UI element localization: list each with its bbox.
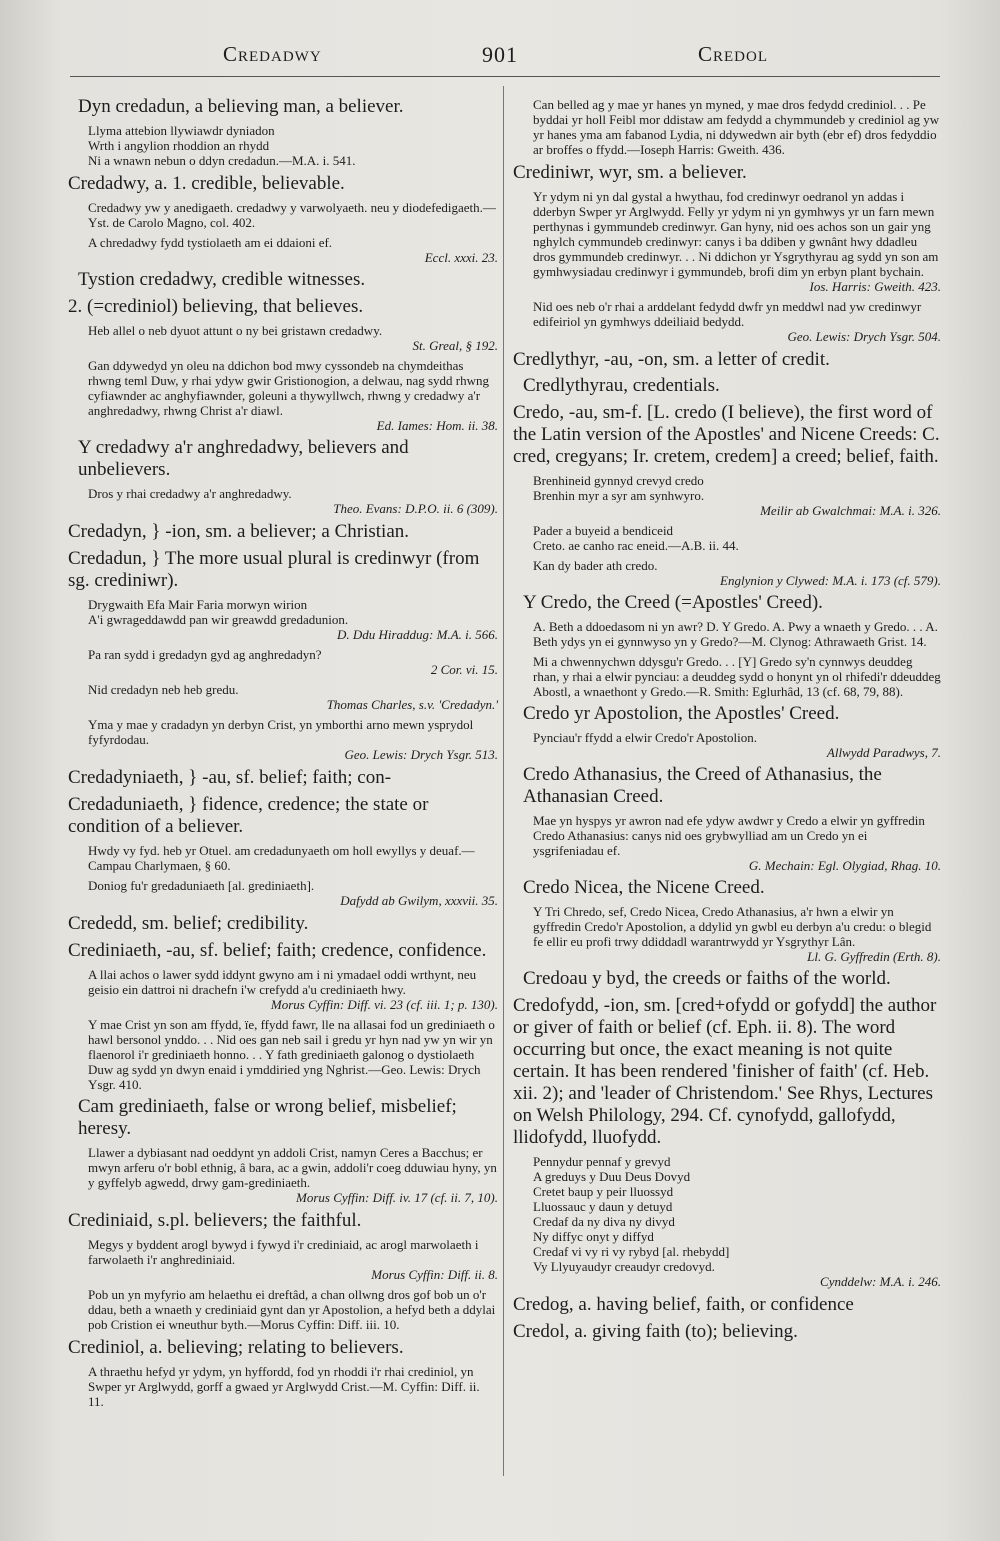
entry-head: Credadwy, a. 1. credible, believable. [68, 173, 345, 194]
entry-head: Credadun, } The more usual plural is credinwyr (from sg. crediniwr). [68, 548, 480, 591]
entry-quote: Mi a chwennychwn ddysgu'r Gredo. . . [Y] Gredo sy'n cynnwys deuddeg rhan, y rhai a elwir pynciau: a deuddeg sydd o honynt yn ol rhifedi'r ddeuddeg Abostl, a wnaethont y Gredo.—R. Smith: Eglurhâd, 13 (cf. 68, 79, 88). [533, 654, 941, 699]
entry-head: Credadyn, } -ion, sm. a believer; a Christian. [68, 521, 410, 542]
entry-cite: Cynddelw: M.A. i. 246. [820, 1274, 941, 1289]
entry-quote: A chredadwy fydd tystiolaeth am ei ddaioni ef. [88, 235, 333, 250]
entry-quote: Pob un yn myfyrio am helaethu ei dreftâd, a chan ollwng dros gof bob un o'r ddau, beth a wnaeth y crediniaid gynt dan yr Apostolion, a hefyd beth a ddylai pob Cristion ei wneuthur byth.—Morus Cyffin: Diff. iii. 10. [88, 1287, 496, 1332]
entry-quote: Mae yn hyspys yr awron nad efe ydyw awdwr y Credo a elwir yn gyffredin Credo Athanasius: canys nid oes grybwylliad am un Credo yn ei ysgrifeniadau ef. [533, 813, 925, 858]
entry-cite: Thomas Charles, s.v. 'Credadyn.' [326, 697, 498, 712]
entry-quote: Heb allel o neb dyuot attunt o ny bei gristawn credadwy. [88, 323, 383, 338]
entry-quote: Can belled ag y mae yr hanes yn myned, y mae dros fedydd crediniol. . . Pe byddai yr holl Feibl mor ddistaw am fedydd a chymmundeb y crediniol ag yw yr hanes yma am fabanod Lydia, ni ddywedwn air byth (ebr ef) dros fedyddio ar broffes o ffydd.—Ioseph Harris: Gweith. 436. [533, 97, 940, 157]
entry-quote: Brenhineid gynnyd crevyd credo Brenhin myr a syr am synhwyro. [533, 473, 705, 503]
entry-quote: Y Tri Chredo, sef, Credo Nicea, Credo Athanasius, a'r hwn a elwir yn gyffredin Credo'r Apostolion, a ddylid yn gwbl eu derbyn a'u credu: o blegid fe ellir eu profi trwy ddiddadl warantrwydd yr Ysgrythyr Lân. [533, 904, 932, 949]
page-number: 901 [482, 42, 518, 67]
entry-phrase: Y credadwy a'r anghredadwy, believers and unbelievers. [78, 437, 409, 480]
entry-head: Crededd, sm. belief; credibility. [68, 913, 309, 934]
header-rule [70, 76, 940, 77]
entry-head: Crediniaeth, -au, sf. belief; faith; credence, confidence. [68, 940, 487, 961]
entry-cite: Eccl. xxxi. 23. [424, 250, 498, 265]
entry-phrase: Credo yr Apostolion, the Apostles' Creed. [523, 703, 840, 724]
entry-quote: Llawer a dybiasant nad oeddynt yn addoli Crist, namyn Ceres a Bacchus; er mwyn arferu o'r bobl ethnig, â bara, ac a gwin, addoli'r coeg dduwiau hyny, yn y gyffelyb agwedd, drwy gam-grediniaeth. [88, 1145, 497, 1190]
entry-quote: Pa ran sydd i gredadyn gyd ag anghredadyn? [88, 647, 322, 662]
entry-quote: Megys y byddent arogl bywyd i fywyd i'r crediniaid, ac arogl marwolaeth i farwolaeth i'r anghrediniaid. [88, 1237, 479, 1267]
entry-cite: G. Mechain: Egl. Olygiad, Rhag. 10. [748, 858, 941, 873]
entry-cite: Morus Cyffin: Diff. vi. 23 (cf. iii. 1; p. 130). [270, 997, 498, 1012]
entry-cite: Ios. Harris: Gweith. 423. [809, 279, 941, 294]
entry-phrase: Tystion credadwy, credible witnesses. [78, 269, 366, 290]
entry-quote: A llai achos o lawer sydd iddynt gwyno am i ni ymadael oddi wrthynt, neu geisio ein dattroi ni drachefn i'w crefydd a'u crediniaeth hwy. [88, 967, 477, 997]
entry-quote: Llyma attebion llywiawdr dyniadon Wrth i angylion rhoddion an rhydd Ni a wnawn nebun o ddyn credadun.—M.A. i. 541. [88, 123, 356, 168]
entry-quote: A thraethu hefyd yr ydym, yn hyffordd, fod yn rhoddi i'r rhai crediniol, yn Swper yr Arglwydd, gorff a gwaed yr Arglwydd Crist.—M. Cyffin: Diff. ii. 11. [88, 1364, 480, 1409]
entry-quote: Credadwy yw y anedigaeth. credadwy y varwolyaeth. neu y diodefedigaeth.—Yst. de Carolo Magno, col. 402. [88, 200, 496, 230]
right-column [513, 92, 941, 1343]
entry-cite: 2 Cor. vi. 15. [430, 662, 498, 677]
entry-phrase: Y Credo, the Creed (=Apostles' Creed). [523, 592, 823, 613]
entry-quote: Doniog fu'r gredaduniaeth [al. grediniaeth]. [88, 878, 315, 893]
entry-phrase: Credo Athanasius, the Creed of Athanasius, the Athanasian Creed. [523, 764, 882, 807]
entry-quote: Gan ddywedyd yn oleu na ddichon bod mwy cyssondeb na chymdeithas rhwng teml Duw, y rhai ydyw gwir Gristionogion, a delwau, nag sydd rhwng cyfiawnder ac anghyfiawnder, goleuni a thywyllwch, rhwng y credadwy a'r anghredadwy, rhwng Christ a'r diawl. [88, 358, 490, 418]
entry-phrase: Credoau y byd, the creeds or faiths of the world. [523, 968, 891, 989]
entry-cite: Theo. Evans: D.P.O. ii. 6 (309). [333, 501, 498, 516]
entry-quote: Hwdy vy fyd. heb yr Otuel. am credadunyaeth om holl ewyllys y deuaf.—Campau Charlymaen, § 60. [88, 843, 475, 873]
entry-cite: Dafydd ab Gwilym, xxxvii. 35. [340, 893, 498, 908]
entry-quote: Yma y mae y cradadyn yn derbyn Crist, yn ymborthi arno mewn ysprydol fyfyrdodau. [88, 717, 474, 747]
entry-quote: Pynciau'r ffydd a elwir Credo'r Apostolion. [533, 730, 757, 745]
entry-phrase: Credo Nicea, the Nicene Creed. [523, 877, 765, 898]
entry-cite: Ll. G. Gyffredin (Erth. 8). [807, 949, 941, 964]
entry-cite: Morus Cyffin: Diff. ii. 8. [371, 1267, 498, 1282]
entry-quote: Nid credadyn neb heb gredu. [88, 682, 239, 697]
entry-phrase: Credlythyrau, credentials. [523, 375, 720, 396]
entry-head: Credaduniaeth, } fidence, credence; the state or condition of a believer. [68, 794, 429, 837]
entry-quote: Y mae Crist yn son am ffydd, ïe, ffydd fawr, lle na allasai fod un grediniaeth o hawl bersonol ynddo. . . Nid oes gan neb sail i gredu yr hyn nad yw yn wir yn flaenorol i'r grediniaeth honno. . . Y fath grediniaeth galonog o dystiolaeth Duw ag sydd yn dwyn enaid i ymddiried yng Nghrist.—Geo. Lewis: Drych Ysgr. 410. [88, 1017, 495, 1092]
entry-quote: Pader a buyeid a bendiceid Creto. ae canho rac eneid.—A.B. ii. 44. [533, 523, 739, 553]
entry-cite: Allwydd Paradwys, 7. [826, 745, 941, 760]
entry-quote: A. Beth a ddoedasom ni yn awr? D. Y Gredo. A. Pwy a wnaeth y Gredo. . . A. Beth ydys yn ei gynnwyso yn y Gredo?—M. Clynog: Athrawaeth Grist. 14. [533, 619, 938, 649]
entry-head: Crediniaid, s.pl. believers; the faithful. [68, 1210, 362, 1231]
entry-head: Credadyniaeth, } -au, sf. belief; faith; con- [68, 767, 392, 788]
entry-cite: D. Ddu Hiraddug: M.A. i. 566. [336, 627, 498, 642]
entry-cite: St. Greal, § 192. [412, 338, 498, 353]
entry-quote: Kan dy bader ath credo. [533, 558, 658, 573]
entry-head: Credo, -au, sm-f. [L. credo (I believe), the first word of the Latin version of the Apostles' and Nicene Creeds: C. cred, cregyans; Ir. cretem, credem] a creed; belief, faith. [513, 402, 940, 467]
entry-cite: Englynion y Clywed: M.A. i. 173 (cf. 579). [720, 573, 941, 588]
entry-quote: Dros y rhai credadwy a'r anghredadwy. [88, 486, 292, 501]
left-column [68, 92, 498, 1409]
entry-head: Credog, a. having belief, faith, or confidence [513, 1294, 854, 1315]
entry-phrase: Dyn credadun, a believing man, a believer. [78, 96, 404, 117]
entry-head: Credol, a. giving faith (to); believing. [513, 1321, 798, 1342]
entry-quote: Yr ydym ni yn dal gystal a hwythau, fod credinwyr oedranol yn addas i dderbyn Swper yr Arglwydd. Felly yr ydym ni yn gymhwys yr un farn mewn perthynas i gymmundeb credinwyr. Gan hyny, nid oes achos son un gair yng nghylch cymmundeb credinwyr: canys i ba ddiben y gwnânt hwy ddadleu dros gymmundeb credinwyr. . . Ni ddichon yr Ysgrythyrau ag sydd yn son am gymhwysiadau credinwyr i gymmundeb, brofi dim yn erbyn plant bychain. [533, 189, 939, 279]
entry-head: Credofydd, -ion, sm. [cred+ofydd or gofydd] the author or giver of faith or belief (cf. Eph. ii. 8). The word occurring but once, the exact meaning is not quite certain. It has been rendered 'finisher of faith' (cf. Heb. xii. 2); and 'leader of Christendom.' See Rhys, Lectures on Welsh Philology, 294. Cf. cynofydd, gallofydd, llidofydd, lluofydd. [513, 995, 937, 1148]
entry-head: Crediniol, a. believing; relating to believers. [68, 1337, 404, 1358]
entry-head: 2. (=crediniol) believing, that believes. [68, 296, 364, 317]
entry-cite: Geo. Lewis: Drych Ysgr. 504. [787, 329, 941, 344]
column-divider [503, 86, 504, 1476]
entry-head: Crediniwr, wyr, sm. a believer. [513, 162, 747, 183]
entry-quote: Pennydur pennaf y grevyd A greduys y Duu Deus Dovyd Cretet baup y peir lluossyd Lluossauc y daun y detuyd Credaf da ny diva ny divyd Ny diffyc onyt y diffyd Credaf vi vy ri vy rybyd [al. rhebydd] Vy Llyuyaudyr creaudyr credovyd. [533, 1154, 730, 1274]
running-head-right: Credol [698, 42, 769, 66]
entry-quote: Nid oes neb o'r rhai a arddelant fedydd dwfr yn meddwl nad yw credinwyr edifeiriol yn gymhwys ddeiliaid bedydd. [533, 299, 922, 329]
entry-cite: Meilir ab Gwalchmai: M.A. i. 326. [760, 503, 941, 518]
entry-quote: Drygwaith Efa Mair Faria morwyn wirion A'i gwrageddawdd pan wir greawdd gredadunion. [88, 597, 349, 627]
running-head-left: Credadwy [223, 42, 322, 66]
entry-phrase: Cam grediniaeth, false or wrong belief, misbelief; heresy. [78, 1096, 457, 1139]
entry-cite: Geo. Lewis: Drych Ysgr. 513. [344, 747, 498, 762]
entry-head: Credlythyr, -au, -on, sm. a letter of credit. [513, 349, 830, 370]
entry-cite: Morus Cyffin: Diff. iv. 17 (cf. ii. 7, 10). [296, 1190, 498, 1205]
entry-cite: Ed. Iames: Hom. ii. 38. [376, 418, 498, 433]
